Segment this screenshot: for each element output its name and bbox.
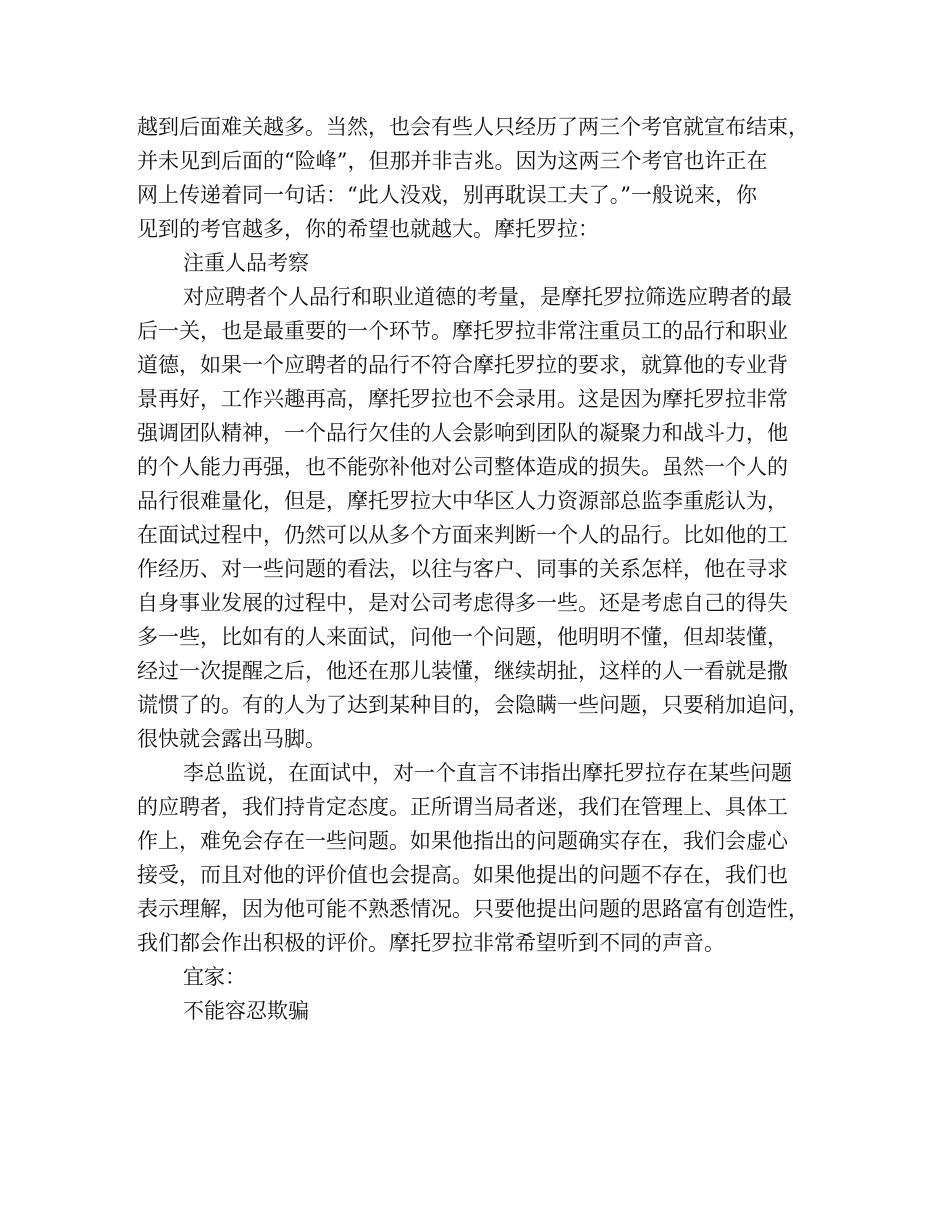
text-line: 的个人能力再强，也不能弥补他对公司整体造成的损失。虽然一个人的 (137, 455, 788, 479)
text-line: 接受，而且对他的评价值也会提高。如果他提出的问题不存在，我们也 (137, 863, 788, 887)
text-line: 并未见到后面的“险峰”，但那并非吉兆。因为这两三个考官也许正在 (137, 149, 768, 173)
text-line: 的应聘者，我们持肯定态度。正所谓当局者迷，我们在管理上、具体工 (137, 795, 788, 819)
text-line: 谎惯了的。有的人为了达到某种目的，会隐瞒一些问题，只要稍加追问， (137, 693, 809, 717)
text-line: 强调团队精神，一个品行欠佳的人会影响到团队的凝聚力和战斗力，他 (137, 421, 788, 445)
text-line: 越到后面难关越多。当然，也会有些人只经历了两三个考官就宣布结束， (137, 115, 809, 139)
text-line: 我们都会作出积极的评价。摩托罗拉非常希望听到不同的声音。 (137, 931, 725, 955)
text-line: 多一些，比如有的人来面试，问他一个问题，他明明不懂，但却装懂， (137, 625, 788, 649)
text-line: 自身事业发展的过程中，是对公司考虑得多一些。还是考虑自己的得失 (137, 591, 788, 615)
text-line: 网上传递着同一句话：“此人没戏，别再耽误工夫了。”一般说来，你 (137, 183, 757, 207)
text-line: 后一关，也是最重要的一个环节。摩托罗拉非常注重员工的品行和职业 (137, 319, 788, 343)
text-line: 在面试过程中，仍然可以从多个方面来判断一个人的品行。比如他的工 (137, 523, 788, 547)
text-line: 经过一次提醒之后，他还在那儿装懂，继续胡扯，这样的人一看就是撒 (137, 659, 788, 683)
text-line: 作经历、对一些问题的看法，以往与客户、同事的关系怎样，他在寻求 (137, 557, 788, 581)
paragraph-first-line: 对应聘者个人品行和职业道德的考量，是摩托罗拉筛选应聘者的最 (183, 285, 792, 309)
text-line: 品行很难量化，但是，摩托罗拉大中华区人力资源部总监李重彪认为， (137, 489, 788, 513)
paragraph-first-line: 李总监说，在面试中，对一个直言不讳指出摩托罗拉存在某些问题 (183, 761, 792, 785)
text-line: 很快就会露出马脚。 (137, 727, 326, 751)
text-line: 表示理解，因为他可能不熟悉情况。只要他提出问题的思路富有创造性， (137, 897, 809, 921)
text-line: 景再好，工作兴趣再高，摩托罗拉也不会录用。这是因为摩托罗拉非常 (137, 387, 788, 411)
text-line: 作上，难免会存在一些问题。如果他指出的问题确实存在，我们会虚心 (137, 829, 788, 853)
section-heading: 宜家： (183, 965, 246, 989)
section-heading: 不能容忍欺骗 (183, 999, 309, 1023)
text-line: 道德，如果一个应聘者的品行不符合摩托罗拉的要求，就算他的专业背 (137, 353, 788, 377)
section-heading: 注重人品考察 (183, 251, 309, 275)
text-line: 见到的考官越多，你的希望也就越大。摩托罗拉： (137, 217, 599, 241)
